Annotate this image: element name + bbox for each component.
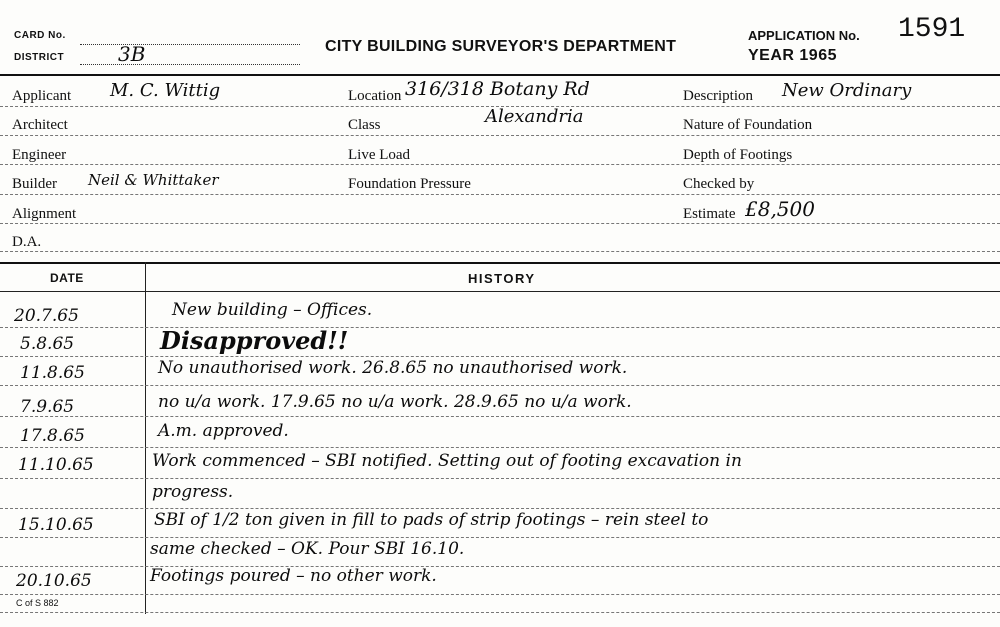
history-date: 7.9.65 <box>20 397 75 417</box>
foundation-pressure-label: Foundation Pressure <box>348 176 471 192</box>
history-rule <box>0 385 1000 386</box>
header-divider <box>0 74 1000 76</box>
district-value: 3B <box>118 42 146 66</box>
field-rule <box>0 164 1000 165</box>
nature-of-foundation-label: Nature of Foundation <box>683 117 813 133</box>
history-date: 20.10.65 <box>16 571 92 591</box>
history-date: 11.10.65 <box>18 455 94 475</box>
description-label: Description <box>683 88 753 104</box>
department-title: CITY BUILDING SURVEYOR'S DEPARTMENT <box>325 38 677 55</box>
district-line <box>80 64 300 65</box>
history-rule <box>0 447 1000 448</box>
history-entry: Work commenced – SBI notified. Setting out of footing excavation in <box>152 451 742 471</box>
builder-value: Neil & Whittaker <box>88 171 219 189</box>
form-code: C of S 882 <box>16 598 59 608</box>
history-entry: New building – Offices. <box>172 300 373 320</box>
field-rule <box>0 135 1000 136</box>
engineer-label: Engineer <box>12 147 67 163</box>
depth-of-footings-label: Depth of Footings <box>683 147 793 163</box>
history-rule <box>0 537 1000 538</box>
history-rule <box>0 612 1000 613</box>
history-header-rule <box>0 291 1000 292</box>
date-column-header: DATE <box>50 271 84 285</box>
field-rule <box>0 223 1000 224</box>
field-rule <box>0 194 1000 195</box>
history-rule <box>0 508 1000 509</box>
history-date: 11.8.65 <box>20 363 85 383</box>
year-label: YEAR 1965 <box>748 47 837 64</box>
estimate-value: £8,500 <box>745 197 815 221</box>
description-value: New Ordinary <box>782 80 912 101</box>
alignment-label: Alignment <box>12 206 77 222</box>
applicant-value: M. C. Wittig <box>110 80 221 101</box>
history-rule <box>0 478 1000 479</box>
history-date: 17.8.65 <box>20 426 85 446</box>
card-no-label: CARD No. <box>14 30 66 41</box>
builder-label: Builder <box>12 176 57 192</box>
history-entry: Footings poured – no other work. <box>150 566 437 586</box>
history-entry: progress. <box>152 482 234 502</box>
history-entry: A.m. approved. <box>158 421 289 441</box>
applicant-label: Applicant <box>12 88 72 104</box>
estimate-label: Estimate <box>683 206 736 222</box>
history-rule <box>0 356 1000 357</box>
history-date: 15.10.65 <box>18 515 94 535</box>
field-rule <box>0 251 1000 252</box>
history-entry: same checked – OK. Pour SBI 16.10. <box>150 539 465 559</box>
district-label: DISTRICT <box>14 52 65 63</box>
live-load-label: Live Load <box>348 147 411 163</box>
checked-by-label: Checked by <box>683 176 755 192</box>
history-top-border <box>0 262 1000 264</box>
field-rule <box>0 106 1000 107</box>
card-no-line <box>80 44 300 45</box>
history-column-header: HISTORY <box>468 271 536 286</box>
history-entry: No unauthorised work. 26.8.65 no unauthorised work. <box>158 358 628 378</box>
history-rule <box>0 416 1000 417</box>
date-column-divider <box>145 262 146 614</box>
location-value-line2: Alexandria <box>485 106 584 127</box>
location-label: Location <box>348 88 402 104</box>
class-label: Class <box>348 117 381 133</box>
architect-label: Architect <box>12 117 68 133</box>
history-entry: Disapproved!! <box>160 326 349 355</box>
history-entry: SBI of 1/2 ton given in fill to pads of strip footings – rein steel to <box>154 510 709 530</box>
location-value-line1: 316/318 Botany Rd <box>405 78 590 100</box>
history-rule <box>0 327 1000 328</box>
da-label: D.A. <box>12 234 42 250</box>
application-label: APPLICATION No. <box>748 28 860 43</box>
application-number: 1591 <box>898 14 966 45</box>
history-rule <box>0 594 1000 595</box>
history-date: 20.7.65 <box>14 306 79 326</box>
history-date: 5.8.65 <box>20 334 75 354</box>
history-entry: no u/a work. 17.9.65 no u/a work. 28.9.65 no u/a work. <box>158 392 632 412</box>
